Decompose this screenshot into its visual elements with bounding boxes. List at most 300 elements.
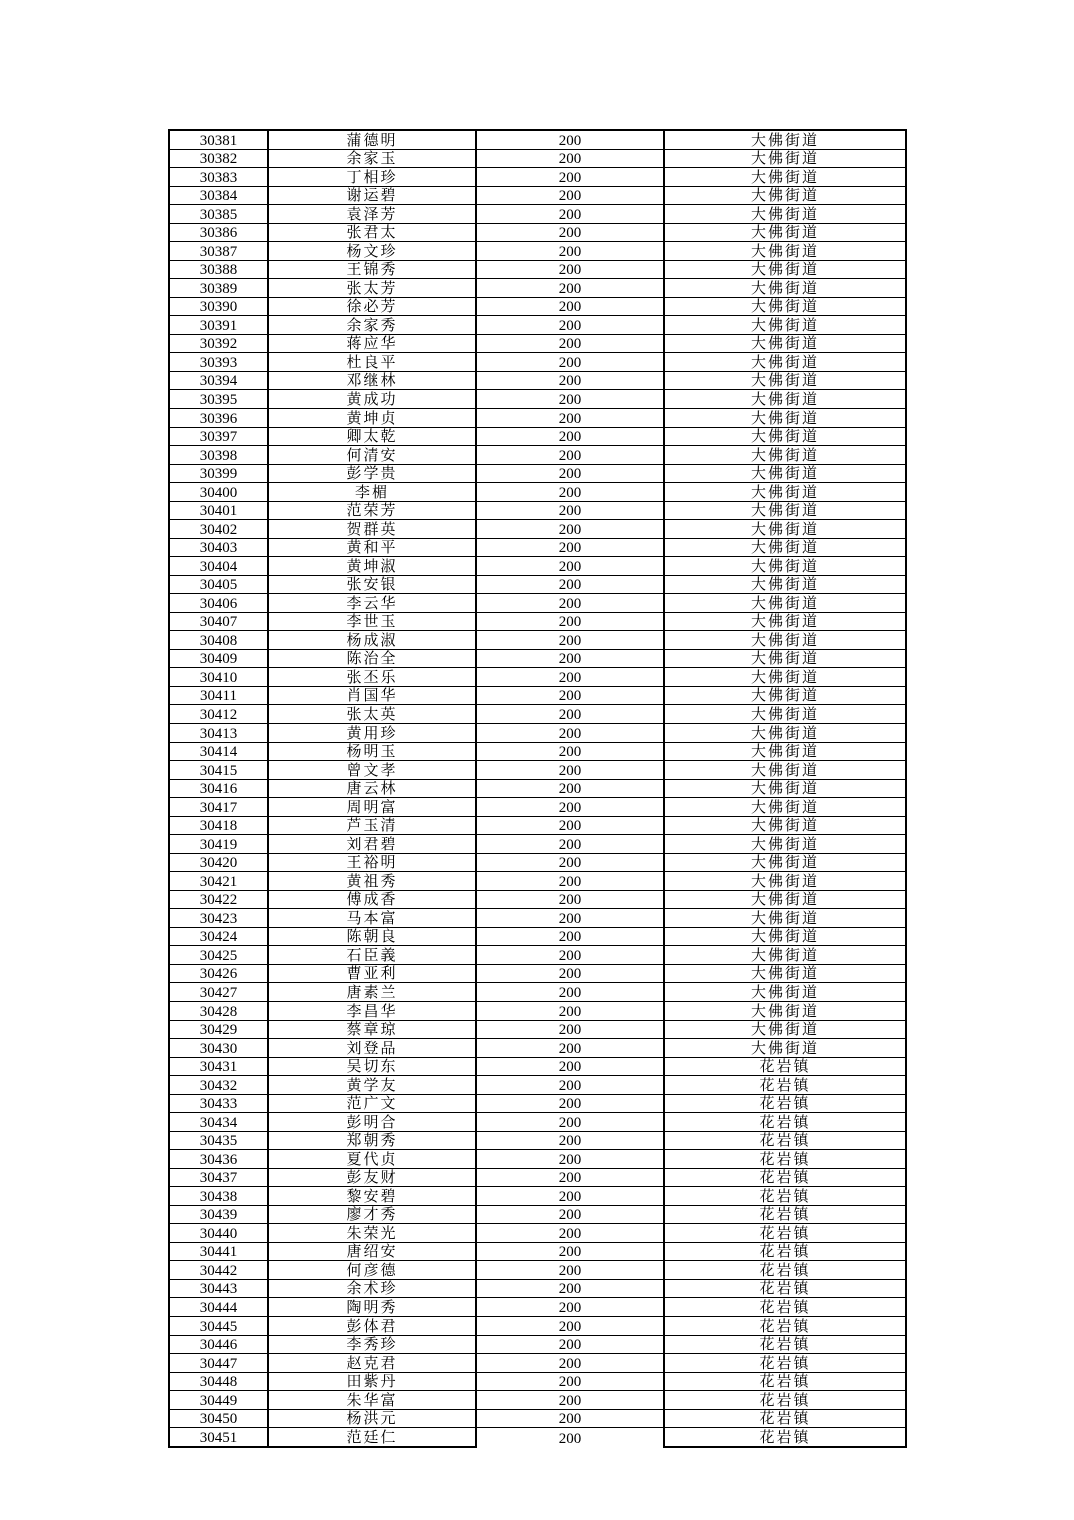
table-row: [169, 390, 906, 409]
table-row: [169, 501, 906, 520]
table-row: [169, 1150, 906, 1169]
name-cell: 谢运碧: [268, 186, 476, 205]
area-cell: 大佛街道: [664, 724, 906, 743]
id-cell: 30416: [169, 779, 268, 798]
id-cell: 30386: [169, 223, 268, 242]
id-cell: 30392: [169, 334, 268, 353]
area-cell: 花岩镇: [664, 1335, 906, 1354]
table-row: [169, 427, 906, 446]
name-cell: 李楣: [268, 483, 476, 502]
amount-cell: 200: [476, 909, 664, 928]
amount-cell: 200: [476, 1391, 664, 1410]
name-cell: 夏代贞: [268, 1150, 476, 1169]
id-cell: 30427: [169, 983, 268, 1002]
area-cell: 花岩镇: [664, 1150, 906, 1169]
name-cell: 邓继林: [268, 371, 476, 390]
amount-cell: 200: [476, 1428, 664, 1447]
name-cell: 张太芳: [268, 279, 476, 298]
table-row: [169, 223, 906, 242]
area-cell: 大佛街道: [664, 686, 906, 705]
table-row: [169, 686, 906, 705]
table-row: [169, 1298, 906, 1317]
area-cell: 大佛街道: [664, 1039, 906, 1058]
name-cell: 陈治全: [268, 649, 476, 668]
area-cell: 大佛街道: [664, 427, 906, 446]
area-cell: 大佛街道: [664, 1020, 906, 1039]
id-cell: 30384: [169, 186, 268, 205]
amount-cell: 200: [476, 742, 664, 761]
name-cell: 杨洪元: [268, 1409, 476, 1428]
table-row: [169, 408, 906, 427]
area-cell: 大佛街道: [664, 890, 906, 909]
area-cell: 大佛街道: [664, 983, 906, 1002]
id-cell: 30394: [169, 371, 268, 390]
area-cell: 大佛街道: [664, 575, 906, 594]
id-cell: 30426: [169, 964, 268, 983]
table-row: [169, 705, 906, 724]
id-cell: 30417: [169, 798, 268, 817]
table-row: [169, 649, 906, 668]
id-cell: 30420: [169, 853, 268, 872]
amount-cell: 200: [476, 1076, 664, 1095]
id-cell: 30431: [169, 1057, 268, 1076]
table-row: [169, 964, 906, 983]
amount-cell: 200: [476, 816, 664, 835]
data-table: [168, 129, 907, 1448]
table-row: [169, 242, 906, 261]
area-cell: 花岩镇: [664, 1168, 906, 1187]
amount-cell: 200: [476, 761, 664, 780]
table-row: [169, 297, 906, 316]
name-cell: 唐素兰: [268, 983, 476, 1002]
id-cell: 30412: [169, 705, 268, 724]
id-cell: 30381: [169, 130, 268, 149]
name-cell: 彭明合: [268, 1113, 476, 1132]
name-cell: 唐绍安: [268, 1242, 476, 1261]
name-cell: 芦玉清: [268, 816, 476, 835]
table-row: [169, 483, 906, 502]
name-cell: 朱华富: [268, 1391, 476, 1410]
amount-cell: 200: [476, 1057, 664, 1076]
id-cell: 30444: [169, 1298, 268, 1317]
amount-cell: 200: [476, 631, 664, 650]
table-row: [169, 205, 906, 224]
name-cell: 彭学贵: [268, 464, 476, 483]
amount-cell: 200: [476, 316, 664, 335]
amount-cell: 200: [476, 168, 664, 187]
amount-cell: 200: [476, 464, 664, 483]
amount-cell: 200: [476, 798, 664, 817]
id-cell: 30443: [169, 1279, 268, 1298]
table-row: [169, 1391, 906, 1410]
area-cell: 大佛街道: [664, 946, 906, 965]
table-row: [169, 168, 906, 187]
table-row: [169, 742, 906, 761]
id-cell: 30408: [169, 631, 268, 650]
name-cell: 蒲德明: [268, 130, 476, 149]
id-cell: 30451: [169, 1428, 268, 1447]
area-cell: 花岩镇: [664, 1187, 906, 1206]
area-cell: 花岩镇: [664, 1057, 906, 1076]
table-row: [169, 334, 906, 353]
name-cell: 傅成香: [268, 890, 476, 909]
name-cell: 张丕乐: [268, 668, 476, 687]
id-cell: 30429: [169, 1020, 268, 1039]
amount-cell: 200: [476, 1187, 664, 1206]
name-cell: 田紫丹: [268, 1372, 476, 1391]
amount-cell: 200: [476, 1409, 664, 1428]
area-cell: 花岩镇: [664, 1279, 906, 1298]
amount-cell: 200: [476, 205, 664, 224]
area-cell: 大佛街道: [664, 649, 906, 668]
id-cell: 30388: [169, 260, 268, 279]
name-cell: 范荣芳: [268, 501, 476, 520]
area-cell: 大佛街道: [664, 205, 906, 224]
table-row: [169, 279, 906, 298]
name-cell: 余家秀: [268, 316, 476, 335]
table-row: [169, 260, 906, 279]
id-cell: 30419: [169, 835, 268, 854]
amount-cell: 200: [476, 1242, 664, 1261]
table-row: [169, 761, 906, 780]
area-cell: 花岩镇: [664, 1076, 906, 1095]
id-cell: 30382: [169, 149, 268, 168]
amount-cell: 200: [476, 390, 664, 409]
area-cell: 花岩镇: [664, 1113, 906, 1132]
amount-cell: 200: [476, 483, 664, 502]
name-cell: 黄成功: [268, 390, 476, 409]
amount-cell: 200: [476, 1020, 664, 1039]
name-cell: 卿太乾: [268, 427, 476, 446]
area-cell: 花岩镇: [664, 1354, 906, 1373]
id-cell: 30449: [169, 1391, 268, 1410]
table-row: [169, 1039, 906, 1058]
amount-cell: 200: [476, 1372, 664, 1391]
table-row: [169, 149, 906, 168]
id-cell: 30403: [169, 538, 268, 557]
name-cell: 李云华: [268, 594, 476, 613]
amount-cell: 200: [476, 279, 664, 298]
name-cell: 彭体君: [268, 1317, 476, 1336]
area-cell: 花岩镇: [664, 1131, 906, 1150]
table-row: [169, 557, 906, 576]
id-cell: 30389: [169, 279, 268, 298]
id-cell: 30411: [169, 686, 268, 705]
name-cell: 丁相珍: [268, 168, 476, 187]
table-row: [169, 668, 906, 687]
table-row: [169, 1242, 906, 1261]
name-cell: 周明富: [268, 798, 476, 817]
amount-cell: 200: [476, 1001, 664, 1020]
table-row: [169, 1057, 906, 1076]
amount-cell: 200: [476, 223, 664, 242]
name-cell: 杜良平: [268, 353, 476, 372]
name-cell: 唐云林: [268, 779, 476, 798]
amount-cell: 200: [476, 1279, 664, 1298]
table-row: [169, 1409, 906, 1428]
amount-cell: 200: [476, 946, 664, 965]
name-cell: 刘君碧: [268, 835, 476, 854]
amount-cell: 200: [476, 724, 664, 743]
name-cell: 郑朝秀: [268, 1131, 476, 1150]
table-row: [169, 816, 906, 835]
table-row: [169, 779, 906, 798]
amount-cell: 200: [476, 1261, 664, 1280]
area-cell: 大佛街道: [664, 149, 906, 168]
name-cell: 贺群英: [268, 520, 476, 539]
amount-cell: 200: [476, 408, 664, 427]
table-row: [169, 1113, 906, 1132]
area-cell: 大佛街道: [664, 612, 906, 631]
table-row: [169, 724, 906, 743]
area-cell: 花岩镇: [664, 1242, 906, 1261]
name-cell: 杨明玉: [268, 742, 476, 761]
amount-cell: 200: [476, 501, 664, 520]
name-cell: 余术珍: [268, 1279, 476, 1298]
name-cell: 陈朝良: [268, 927, 476, 946]
amount-cell: 200: [476, 668, 664, 687]
amount-cell: 200: [476, 186, 664, 205]
id-cell: 30422: [169, 890, 268, 909]
area-cell: 花岩镇: [664, 1094, 906, 1113]
id-cell: 30414: [169, 742, 268, 761]
table-row: [169, 1261, 906, 1280]
area-cell: 大佛街道: [664, 1001, 906, 1020]
name-cell: 张安银: [268, 575, 476, 594]
amount-cell: 200: [476, 446, 664, 465]
table-row: [169, 927, 906, 946]
id-cell: 30402: [169, 520, 268, 539]
table-row: [169, 631, 906, 650]
area-cell: 大佛街道: [664, 408, 906, 427]
id-cell: 30385: [169, 205, 268, 224]
area-cell: 大佛街道: [664, 130, 906, 149]
amount-cell: 200: [476, 520, 664, 539]
id-cell: 30409: [169, 649, 268, 668]
table-row: [169, 872, 906, 891]
amount-cell: 200: [476, 1354, 664, 1373]
area-cell: 花岩镇: [664, 1298, 906, 1317]
name-cell: 黄坤贞: [268, 408, 476, 427]
amount-cell: 200: [476, 872, 664, 891]
id-cell: 30433: [169, 1094, 268, 1113]
area-cell: 大佛街道: [664, 483, 906, 502]
area-cell: 大佛街道: [664, 742, 906, 761]
name-cell: 范廷仁: [268, 1428, 476, 1447]
table-row: [169, 130, 906, 149]
amount-cell: 200: [476, 297, 664, 316]
id-cell: 30440: [169, 1224, 268, 1243]
id-cell: 30434: [169, 1113, 268, 1132]
table-row: [169, 1205, 906, 1224]
id-cell: 30447: [169, 1354, 268, 1373]
id-cell: 30401: [169, 501, 268, 520]
area-cell: 大佛街道: [664, 798, 906, 817]
amount-cell: 200: [476, 334, 664, 353]
id-cell: 30445: [169, 1317, 268, 1336]
id-cell: 30435: [169, 1131, 268, 1150]
table-row: [169, 1224, 906, 1243]
amount-cell: 200: [476, 1113, 664, 1132]
amount-cell: 200: [476, 1039, 664, 1058]
id-cell: 30442: [169, 1261, 268, 1280]
id-cell: 30397: [169, 427, 268, 446]
table-row: [169, 909, 906, 928]
area-cell: 大佛街道: [664, 520, 906, 539]
id-cell: 30430: [169, 1039, 268, 1058]
area-cell: 花岩镇: [664, 1428, 906, 1447]
area-cell: 花岩镇: [664, 1409, 906, 1428]
id-cell: 30406: [169, 594, 268, 613]
name-cell: 余家玉: [268, 149, 476, 168]
id-cell: 30393: [169, 353, 268, 372]
name-cell: 石臣義: [268, 946, 476, 965]
amount-cell: 200: [476, 964, 664, 983]
id-cell: 30448: [169, 1372, 268, 1391]
amount-cell: 200: [476, 371, 664, 390]
name-cell: 王裕明: [268, 853, 476, 872]
table-row: [169, 1168, 906, 1187]
amount-cell: 200: [476, 1168, 664, 1187]
id-cell: 30404: [169, 557, 268, 576]
name-cell: 蔡章琼: [268, 1020, 476, 1039]
name-cell: 范广文: [268, 1094, 476, 1113]
area-cell: 大佛街道: [664, 668, 906, 687]
amount-cell: 200: [476, 1224, 664, 1243]
table-row: [169, 1094, 906, 1113]
amount-cell: 200: [476, 149, 664, 168]
id-cell: 30441: [169, 1242, 268, 1261]
id-cell: 30391: [169, 316, 268, 335]
name-cell: 陶明秀: [268, 1298, 476, 1317]
amount-cell: 200: [476, 1094, 664, 1113]
table-row: [169, 612, 906, 631]
area-cell: 花岩镇: [664, 1224, 906, 1243]
amount-cell: 200: [476, 538, 664, 557]
name-cell: 黎安碧: [268, 1187, 476, 1206]
amount-cell: 200: [476, 890, 664, 909]
name-cell: 蒋应华: [268, 334, 476, 353]
id-cell: 30407: [169, 612, 268, 631]
id-cell: 30400: [169, 483, 268, 502]
id-cell: 30399: [169, 464, 268, 483]
name-cell: 曹亚利: [268, 964, 476, 983]
area-cell: 大佛街道: [664, 260, 906, 279]
id-cell: 30438: [169, 1187, 268, 1206]
area-cell: 大佛街道: [664, 334, 906, 353]
name-cell: 黄学友: [268, 1076, 476, 1095]
name-cell: 杨成淑: [268, 631, 476, 650]
name-cell: 徐必芳: [268, 297, 476, 316]
table-row: [169, 520, 906, 539]
area-cell: 大佛街道: [664, 779, 906, 798]
id-cell: 30423: [169, 909, 268, 928]
id-cell: 30421: [169, 872, 268, 891]
id-cell: 30439: [169, 1205, 268, 1224]
amount-cell: 200: [476, 835, 664, 854]
name-cell: 李秀珍: [268, 1335, 476, 1354]
area-cell: 大佛街道: [664, 835, 906, 854]
table-row: [169, 1428, 906, 1447]
table-row: [169, 835, 906, 854]
amount-cell: 200: [476, 1205, 664, 1224]
area-cell: 大佛街道: [664, 594, 906, 613]
area-cell: 大佛街道: [664, 816, 906, 835]
id-cell: 30446: [169, 1335, 268, 1354]
amount-cell: 200: [476, 427, 664, 446]
id-cell: 30432: [169, 1076, 268, 1095]
table-row: [169, 853, 906, 872]
id-cell: 30383: [169, 168, 268, 187]
amount-cell: 200: [476, 1317, 664, 1336]
area-cell: 大佛街道: [664, 631, 906, 650]
amount-cell: 200: [476, 1298, 664, 1317]
amount-cell: 200: [476, 575, 664, 594]
name-cell: 王锦秀: [268, 260, 476, 279]
name-cell: 彭友财: [268, 1168, 476, 1187]
table-body: [169, 130, 906, 1447]
name-cell: 李世玉: [268, 612, 476, 631]
table-row: [169, 1001, 906, 1020]
amount-cell: 200: [476, 1150, 664, 1169]
name-cell: 马本富: [268, 909, 476, 928]
table-row: [169, 1317, 906, 1336]
name-cell: 黄和平: [268, 538, 476, 557]
name-cell: 何清安: [268, 446, 476, 465]
table-row: [169, 1076, 906, 1095]
amount-cell: 200: [476, 353, 664, 372]
name-cell: 肖国华: [268, 686, 476, 705]
name-cell: 赵克君: [268, 1354, 476, 1373]
area-cell: 大佛街道: [664, 964, 906, 983]
id-cell: 30425: [169, 946, 268, 965]
id-cell: 30418: [169, 816, 268, 835]
amount-cell: 200: [476, 983, 664, 1002]
table-row: [169, 1131, 906, 1150]
table-row: [169, 890, 906, 909]
id-cell: 30410: [169, 668, 268, 687]
id-cell: 30395: [169, 390, 268, 409]
id-cell: 30398: [169, 446, 268, 465]
area-cell: 大佛街道: [664, 168, 906, 187]
area-cell: 大佛街道: [664, 557, 906, 576]
amount-cell: 200: [476, 1131, 664, 1150]
area-cell: 大佛街道: [664, 853, 906, 872]
name-cell: 黄用珍: [268, 724, 476, 743]
table-row: [169, 316, 906, 335]
table-row: [169, 446, 906, 465]
amount-cell: 200: [476, 779, 664, 798]
area-cell: 大佛街道: [664, 353, 906, 372]
amount-cell: 200: [476, 260, 664, 279]
name-cell: 曾文孝: [268, 761, 476, 780]
id-cell: 30387: [169, 242, 268, 261]
amount-cell: 200: [476, 649, 664, 668]
area-cell: 大佛街道: [664, 464, 906, 483]
amount-cell: 200: [476, 853, 664, 872]
area-cell: 大佛街道: [664, 390, 906, 409]
amount-cell: 200: [476, 927, 664, 946]
name-cell: 何彦德: [268, 1261, 476, 1280]
amount-cell: 200: [476, 1335, 664, 1354]
name-cell: 李昌华: [268, 1001, 476, 1020]
name-cell: 黄祖秀: [268, 872, 476, 891]
area-cell: 大佛街道: [664, 538, 906, 557]
area-cell: 大佛街道: [664, 371, 906, 390]
name-cell: 张君太: [268, 223, 476, 242]
area-cell: 大佛街道: [664, 872, 906, 891]
table-row: [169, 594, 906, 613]
